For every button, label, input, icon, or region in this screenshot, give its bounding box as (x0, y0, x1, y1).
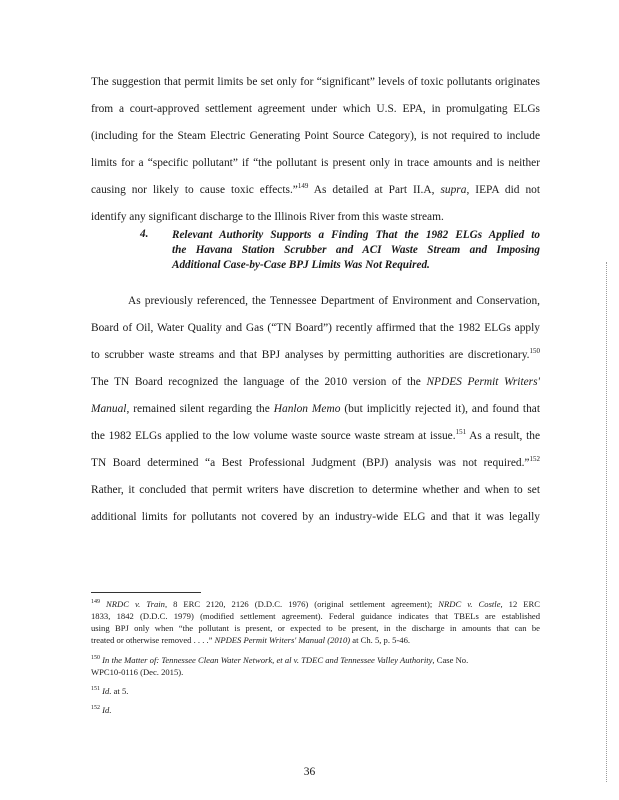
paragraph-2-line-8: Rather, it concluded that permit writers have discretion to determine whether and when to set (91, 484, 540, 496)
paragraph-2-line-9: additional limits for pollutants not covered by an industry-wide ELG and that it was legally (91, 511, 540, 523)
footnote-ref-150: 150 (529, 347, 540, 355)
paragraph-2-line-6: the 1982 ELGs applied to the low volume waste source waste stream at issue.$^{151}$ As a result, the (91, 428, 541, 442)
paragraph-2-line-4: The TN Board recognized the language of the 2010 version of the NPDES Permit Writers' (91, 376, 540, 388)
footnote-152: $^{152}$ Id. (91, 705, 112, 715)
footnote-separator (91, 592, 201, 593)
paragraph-2-line-2: Board of Oil, Water Quality and Gas (“TN Board”) recently affirmed that the 1982 ELGs apply (91, 322, 540, 334)
footnote-150-line-1: $^{150}$ In the Matter of: Tennessee Clean Water Network, et al v. TDEC and Tennessee Valley Authority, Case No. (91, 655, 469, 665)
footnote-ref-152: 152 (529, 455, 540, 463)
page-number: 36 (303, 766, 316, 778)
footnote-149-line-3: using BPJ only when “the pollutant is present, or expected to be present, in the discharge in amounts that can be (91, 623, 540, 633)
paragraph-1-line-5: causing nor likely to cause toxic effects.”$^{149}$ As detailed at Part II.A, supra, IEPA did not (91, 182, 541, 196)
footnote-ref-151: 151 (455, 428, 467, 436)
paragraph-2-line-3: to scrubber waste streams and that BPJ analyses by permitting authorities are discretionary.$^{150}$ (91, 347, 540, 361)
section-heading-line-1: Relevant Authority Supports a Finding That the 1982 ELGs Applied to (172, 229, 540, 241)
footnote-151: $^{151}$ Id. at 5. (91, 686, 129, 696)
paragraph-1-line-3: (including for the Steam Electric Generating Point Source Category), is not required to include (91, 130, 540, 142)
footnote-149-line-4: treated or otherwise removed . . . .” NPDES Permit Writers' Manual (2010) at Ch. 5, p. 5-46. (91, 635, 411, 645)
paragraph-1-line-6: identify any significant discharge to the Illinois River from this waste stream. (91, 211, 444, 223)
footnote-149-line-1: $^{149}$ NRDC v. Train, 8 ERC 2120, 2126 (D.D.C. 1976) (original settlement agreement); NRDC v. Costle, 12 ERC (91, 599, 541, 609)
section-heading-line-3: Additional Case-by-Case BPJ Limits Was Not Required. (172, 259, 430, 271)
paragraph-1-line-4: limits for a “specific pollutant” if “the pollutant is present only in trace amounts and is neither (91, 157, 540, 169)
paragraph-2-line-1: As previously referenced, the Tennessee Department of Environment and Conservation, (128, 295, 540, 307)
paragraph-1-line-1: The suggestion that permit limits be set only for “significant” levels of toxic pollutants originates (91, 76, 540, 88)
section-number: 4. (140, 228, 149, 240)
footnote-149-line-2: 1833, 1842 (D.D.C. 1979) (modified settlement agreement). Federal guidance indicates that TBELs are established (91, 611, 540, 621)
section-heading-line-2: the Havana Station Scrubber and ACI Waste Stream and Imposing (172, 244, 540, 256)
footnote-ref-149: 149 (297, 182, 309, 190)
footnote-150-line-2: WPC10-0116 (Dec. 2015). (91, 667, 184, 677)
scan-edge-mark (606, 262, 607, 782)
paragraph-2-line-5: Manual, remained silent regarding the Hanlon Memo (but implicitly rejected it), and found that (91, 403, 540, 415)
paragraph-1-line-2: from a court-approved settlement agreement under which U.S. EPA, in promulgating ELGs (91, 103, 540, 115)
paragraph-2-line-7: TN Board determined “a Best Professional Judgment (BPJ) analysis was not required.”$^{152}$ (91, 455, 540, 469)
